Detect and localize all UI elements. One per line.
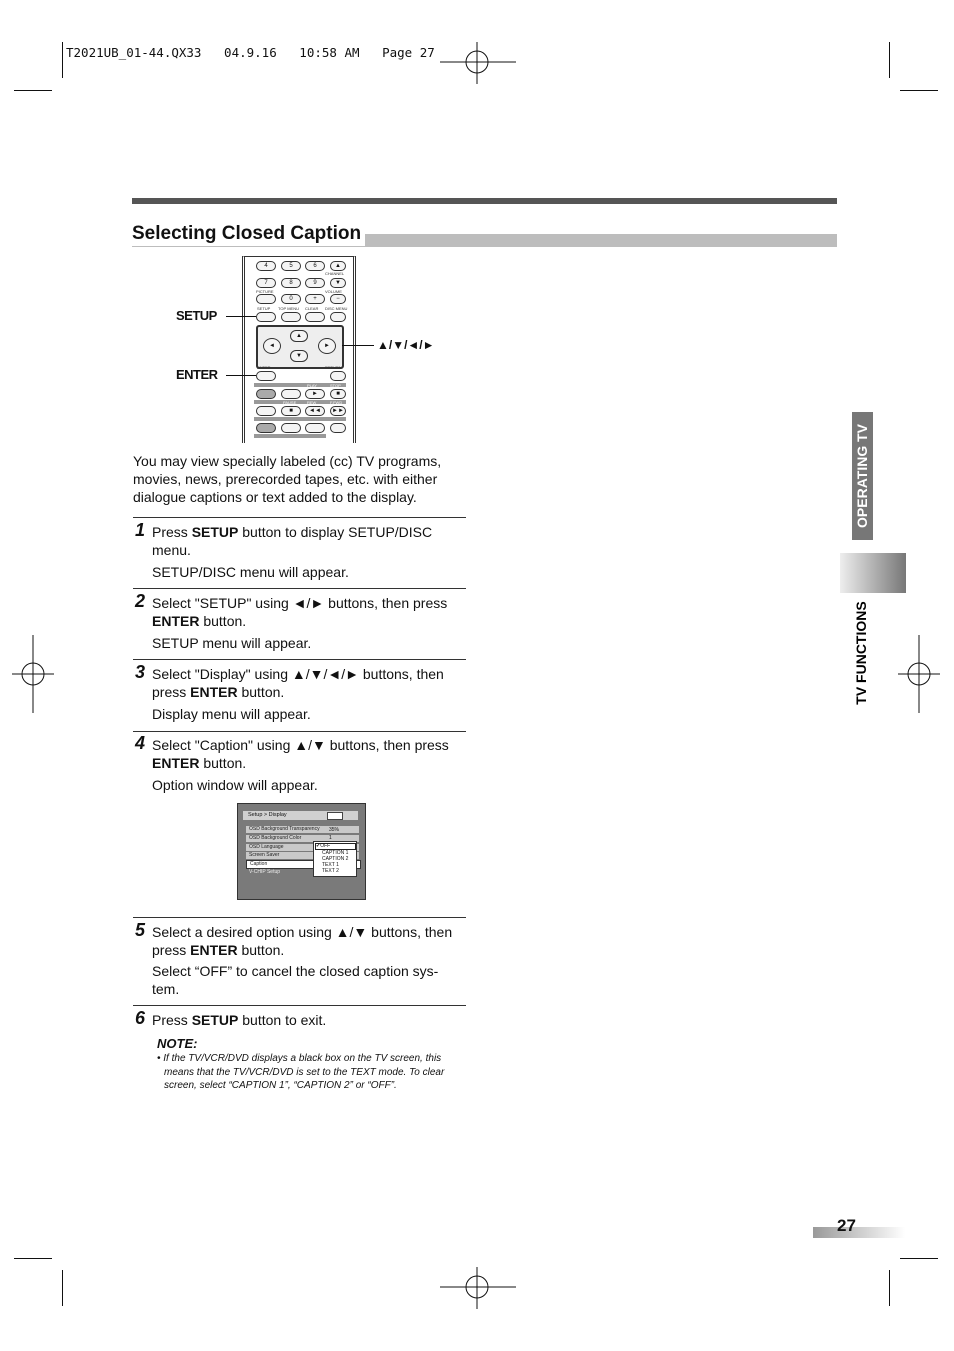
remote-button-blank-4[interactable] — [305, 423, 325, 433]
step-text: Select "SETUP" using ◄/► buttons, then press — [152, 595, 448, 611]
remote-button-blank-2[interactable] — [256, 406, 276, 416]
crop-mark — [900, 1258, 938, 1259]
step-number: 2 — [135, 591, 146, 611]
crop-mark — [62, 42, 63, 78]
page-number: 27 — [837, 1216, 856, 1235]
remote-button-gray-1[interactable] — [256, 389, 276, 399]
crop-mark — [889, 42, 890, 78]
remote-button-7[interactable]: 7 — [256, 278, 276, 288]
dpad-left[interactable]: ◄ — [263, 338, 281, 354]
step-divider — [133, 588, 466, 589]
step-key: ENTER — [152, 755, 200, 771]
step-2-text — [152, 594, 462, 630]
step-1-text — [152, 523, 462, 559]
step-6-text — [152, 1011, 462, 1029]
crop-mark — [900, 90, 938, 91]
step-key: SETUP — [191, 524, 239, 540]
osd-row-caption[interactable]: Caption — [246, 860, 361, 869]
page-title: Selecting Closed Caption — [132, 222, 365, 246]
step-3-text — [152, 665, 462, 701]
remote-button-vol-up[interactable]: + — [305, 294, 325, 304]
dpad-down[interactable]: ▼ — [290, 350, 308, 362]
disc-menu-label: DISC MENU — [325, 306, 348, 311]
remote-button-top-menu[interactable] — [281, 312, 301, 322]
osd-row[interactable]: OSD Background Color — [246, 835, 359, 842]
step-number: 4 — [135, 733, 146, 753]
remote-button-return[interactable] — [330, 371, 346, 381]
side-tab-gradient — [840, 553, 906, 593]
step-key: ENTER — [152, 613, 200, 629]
step-number: 1 — [135, 520, 146, 540]
remote-button-disc-menu[interactable] — [330, 312, 346, 322]
crop-mark — [62, 1270, 63, 1306]
remote-button-setup[interactable] — [256, 312, 276, 322]
crop-mark — [14, 1258, 52, 1259]
remote-button-blank-5[interactable] — [330, 423, 346, 433]
step-2-result: SETUP menu will appear. — [152, 635, 312, 651]
stop-label: STOP — [330, 383, 341, 388]
osd-option-label: OFF — [320, 843, 331, 849]
side-tab-tv-functions: TV FUNCTIONS — [853, 601, 869, 705]
remote-button-clear[interactable] — [305, 312, 325, 322]
remote-button-ffwd[interactable]: ►► — [330, 406, 346, 416]
remote-button-4[interactable]: 4 — [256, 261, 276, 271]
remote-button-blank-3[interactable] — [281, 423, 301, 433]
play-label: PLAY — [307, 383, 317, 388]
registration-mark-right — [898, 635, 940, 713]
osd-row[interactable]: OSD Language — [246, 844, 359, 851]
step-text: Press — [152, 524, 192, 540]
step-divider — [133, 517, 466, 518]
step-4-text — [152, 736, 462, 772]
arrows-leader — [342, 345, 374, 346]
setup-leader — [226, 316, 256, 317]
osd-screen — [237, 803, 366, 900]
remote-button-gray-2[interactable] — [256, 423, 276, 433]
remote-button-0[interactable]: 0 — [281, 294, 301, 304]
volume-label: VOLUME — [325, 289, 342, 294]
osd-row[interactable]: OSD Background Transparency — [246, 826, 359, 833]
side-tab-operating-tv: OPERATING TV — [854, 424, 870, 528]
remote-button-picture[interactable] — [256, 294, 276, 304]
step-text: button. — [199, 755, 247, 771]
setup-callout: SETUP — [176, 308, 217, 323]
check-icon: ✔ — [316, 843, 321, 849]
page-number-bar — [813, 1227, 905, 1238]
osd-option[interactable]: TEXT 1 — [322, 862, 339, 868]
step-text: button to display SETUP/DISC menu. — [152, 524, 433, 558]
osd-row[interactable]: V-CHIP Setup — [246, 869, 359, 876]
registration-mark-left — [12, 635, 54, 713]
osd-option[interactable]: TEXT 2 — [322, 868, 339, 874]
dpad-up[interactable]: ▲ — [290, 330, 308, 342]
setup-button-label: SETUP — [257, 306, 271, 311]
picture-label: PICTURE — [256, 289, 274, 294]
step-divider — [133, 1005, 466, 1006]
mode-strip-3 — [254, 417, 346, 421]
remote-button-8[interactable]: 8 — [281, 278, 301, 288]
channel-label: CHANNEL — [325, 271, 345, 276]
step-key: ENTER — [190, 942, 238, 958]
rew-label: REW — [307, 400, 317, 405]
arrows-callout: ▲/▼/◄/► — [377, 338, 435, 352]
enter-leader — [226, 375, 256, 376]
top-rule — [132, 198, 837, 204]
step-divider — [133, 731, 466, 732]
osd-option[interactable]: CAPTION 1 — [322, 850, 349, 856]
step-text: Select "Caption" using ▲/▼ buttons, then press — [152, 737, 449, 753]
enter-button-label: ENTER — [257, 365, 271, 370]
osd-option-selected[interactable] — [315, 843, 356, 850]
step-4-result: Option window will appear. — [152, 777, 318, 793]
crop-mark — [889, 1270, 890, 1306]
crop-mark — [14, 90, 52, 91]
enter-callout: ENTER — [176, 367, 218, 382]
osd-icon — [327, 812, 343, 820]
dpad-right[interactable]: ► — [318, 338, 336, 354]
remote-button-blank-1[interactable] — [281, 389, 301, 399]
remote-button-ch-down[interactable]: ▼ — [330, 278, 346, 288]
intro-paragraph: You may view specially labeled (cc) TV programs, movies, news, prerecorded tapes, etc. with either dialogue captions or text added to the display. — [133, 453, 442, 505]
registration-mark-bottom — [440, 1265, 516, 1315]
step-text: Select "Display" using ▲/▼/◄/► buttons, then press — [152, 666, 444, 700]
print-slug: T2021UB_01-44.QX33 04.9.16 10:58 AM Page 27 — [66, 45, 435, 60]
step-text: Press — [152, 1012, 192, 1028]
clear-label: CLEAR — [305, 306, 319, 311]
ffwd-label: F.FWD — [330, 400, 343, 405]
step-key: ENTER — [190, 684, 238, 700]
osd-row[interactable]: Screen Saver — [246, 852, 359, 859]
return-button-label: RETURN — [325, 365, 342, 370]
note-text: • If the TV/VCR/DVD displays a black box on the TV screen, this means that the TV/VCR/DVD is set to the TEXT mode. To clear screen, select “CAPTION 1”, “CAPTION 2” or “OFF”. — [157, 1053, 445, 1091]
remote-button-ch-up[interactable]: ▲ — [330, 261, 346, 271]
remote-button-enter[interactable] — [256, 371, 276, 381]
step-5-text — [152, 923, 462, 959]
remote-button-pause[interactable]: ■ — [281, 406, 301, 416]
osd-breadcrumb: Setup > Display — [248, 812, 287, 818]
step-divider — [133, 659, 466, 660]
step-text: button. — [237, 942, 285, 958]
step-text: button to exit. — [238, 1012, 327, 1028]
registration-mark-top — [440, 40, 516, 90]
step-number: 6 — [135, 1008, 146, 1028]
remote-button-play[interactable]: ► — [305, 389, 325, 399]
osd-option[interactable]: CAPTION 2 — [322, 856, 349, 862]
step-text: button. — [237, 684, 285, 700]
remote-button-5[interactable]: 5 — [281, 261, 301, 271]
step-3-result: Display menu will appear. — [152, 706, 311, 722]
step-text: Select a desired option using ▲/▼ buttons, then press — [152, 924, 453, 958]
pause-label: PAUSE — [283, 400, 297, 405]
step-1-result: SETUP/DISC menu will appear. — [152, 564, 349, 580]
step-number: 3 — [135, 662, 146, 682]
osd-value: 35% — [329, 827, 340, 833]
top-menu-label: TOP MENU — [278, 306, 299, 311]
osd-value: 1 — [329, 835, 332, 841]
note-heading: NOTE: — [157, 1036, 198, 1051]
mode-strip-4 — [254, 434, 326, 438]
step-text: button. — [199, 613, 247, 629]
remote-button-6[interactable]: 6 — [305, 261, 325, 271]
step-number: 5 — [135, 920, 146, 940]
step-divider — [133, 917, 466, 918]
remote-button-rew[interactable]: ◄◄ — [305, 406, 325, 416]
remote-button-9[interactable]: 9 — [305, 278, 325, 288]
step-5-result: Select “OFF” to cancel the closed caption sys-tem. — [152, 963, 439, 997]
remote-button-stop[interactable]: ■ — [330, 389, 346, 399]
osd-options-window — [313, 841, 357, 877]
remote-button-vol-down[interactable]: − — [330, 294, 346, 304]
step-key: SETUP — [191, 1012, 239, 1028]
